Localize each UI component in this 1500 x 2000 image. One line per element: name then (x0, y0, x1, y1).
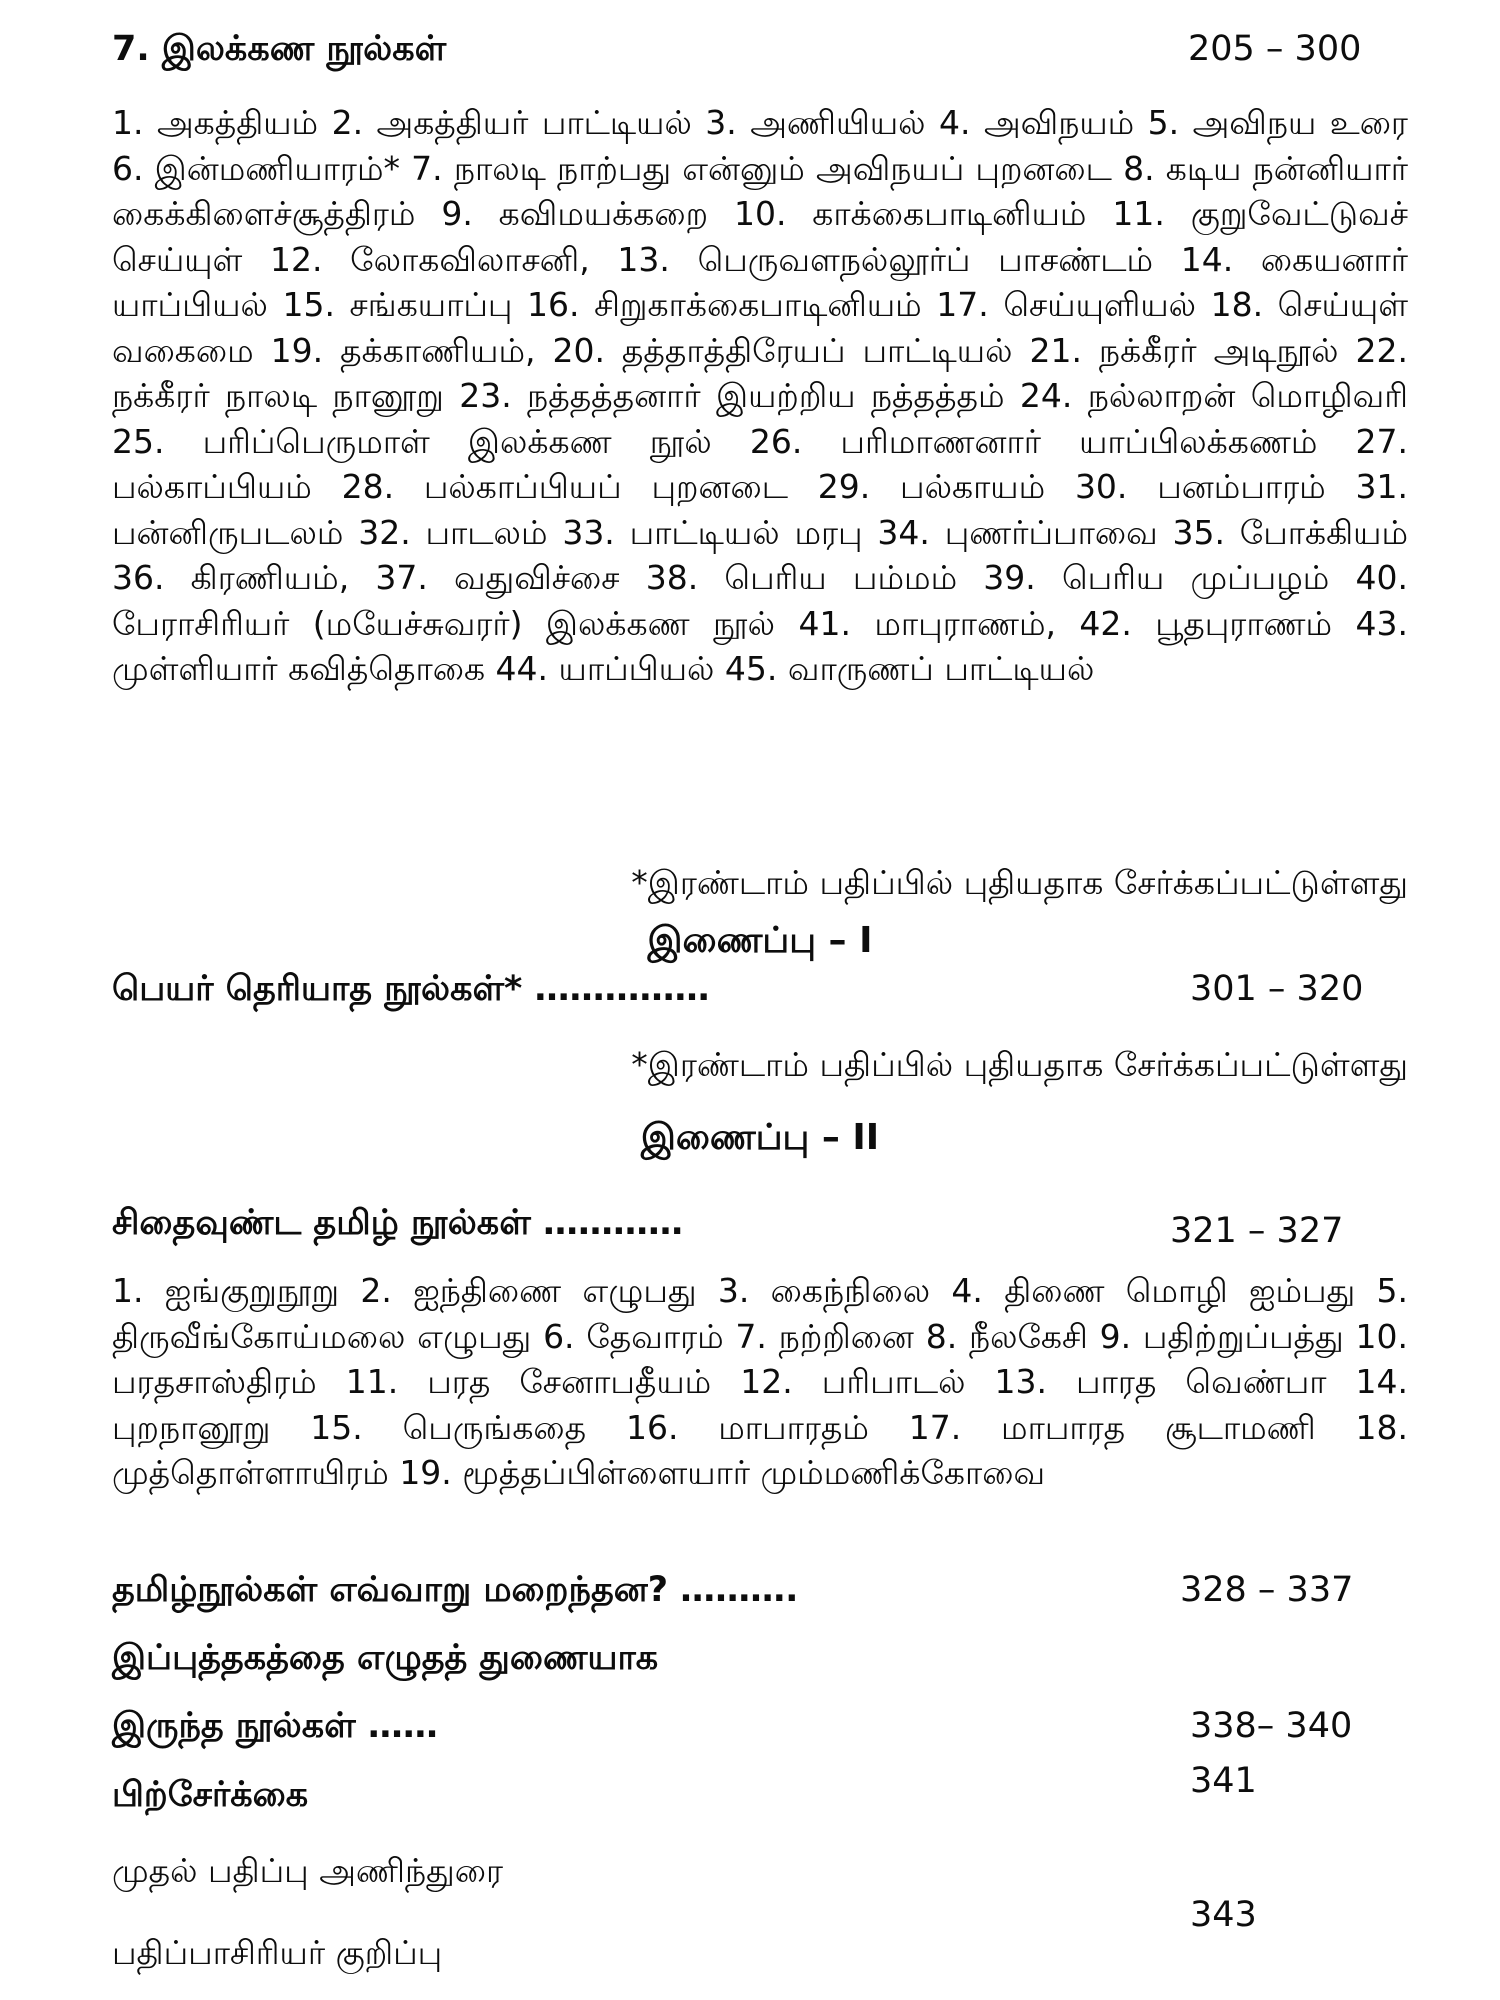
appendix-1-note: *இரண்டாம் பதிப்பில் புதியதாக சேர்க்கப்பட்டுள்ளது (631, 1045, 1408, 1084)
appendix-2-list-text: 1. ஐங்குறுநூறு 2. ஐந்திணை எழுபது 3. கைந்நிலை 4. திணை மொழி ஐம்பது 5. திருவீங்கோய்மலை எழுபது 6. தேவாரம் 7. நற்றினை 8. நீலகேசி 9. பதிற்றுப்பத்து 10. பரதசாஸ்திரம் 11. பரத சேனாபதீயம் 12. பரிபாடல் 13. பாரத வெண்பா 14. புறநானூறு 15. பெருங்கதை 16. மாபாரதம் 17. மாபாரத சூடாமணி 18. முத்தொள்ளாயிரம் 19. மூத்தப்பிள்ளையார் மும்மணிக்கோவை (112, 1271, 1408, 1492)
appendix-2-list (112, 1268, 1408, 1548)
appendix-2-heading: இணைப்பு – II (640, 1117, 880, 1158)
addendum-pages: 341 (1190, 1761, 1257, 1801)
section-7-pages: 205 – 300 (1188, 29, 1362, 69)
first-edition-preface: முதல் பதிப்பு அணிந்துரை (112, 1851, 504, 1890)
section-7-list (112, 100, 1408, 840)
appendix-1-title: பெயர் தெரியாத நூல்கள்* …………… (112, 969, 710, 1009)
appendix-2-title: சிதைவுண்ட தமிழ் நூல்கள் ………… (112, 1203, 683, 1243)
section-7-note: *இரண்டாம் பதிப்பில் புதியதாக சேர்க்கப்பட்டுள்ளது (631, 863, 1408, 902)
vanished-books-pages: 328 – 337 (1180, 1570, 1354, 1610)
editor-note-pages: 343 (1190, 1895, 1257, 1935)
section-7-heading: 7. இலக்கண நூல்கள் (112, 29, 447, 69)
appendix-2-pages: 321 – 327 (1170, 1211, 1344, 1251)
editor-note-title: பதிப்பாசிரியர் குறிப்பு (112, 1933, 443, 1972)
sources-pages: 338– 340 (1190, 1706, 1353, 1746)
section-7-list-text: 1. அகத்தியம் 2. அகத்தியர் பாட்டியல் 3. அணியியல் 4. அவிநயம் 5. அவிநய உரை 6. இன்மணியாரம்* 7. நாலடி நாற்பது என்னும் அவிநயப் புறனடை 8. கடிய நன்னியார் கைக்கிளைச்சூத்திரம் 9. கவிமயக்கறை 10. காக்கைபாடினியம் 11. குறுவேட்டுவச் செய்யுள் 12. லோகவிலாசனி, 13. பெருவளநல்லூர்ப் பாசண்டம் 14. கையனார் யாப்பியல் 15. சங்கயாப்பு 16. சிறுகாக்கைபாடினியம் 17. செய்யுளியல் 18. செய்யுள் வகைமை 19. தக்காணியம், 20. தத்தாத்திரேயப் பாட்டியல் 21. நக்கீரர் அடிநூல் 22. நக்கீரர் நாலடி நானூறு 23. நத்தத்தனார் இயற்றிய நத்தத்தம் 24. நல்லாறன் மொழிவரி 25. பரிப்பெருமாள் இலக்கண நூல் 26. பரிமாணனார் யாப்பிலக்கணம் 27. பல்காப்பியம் 28. பல்காப்பியப் புறனடை 29. பல்காயம் 30. பனம்பாரம் 31. பன்னிருபடலம் 32. பாடலம் 33. பாட்டியல் மரபு 34. புணர்ப்பாவை 35. போக்கியம் 36. கிரணியம், 37. வதுவிச்சை 38. பெரிய பம்மம் 39. பெரிய முப்பழம் 40. பேராசிரியர் (மயேச்சுவரர்) இலக்கண நூல் 41. மாபுராணம், 42. பூதபுராணம் 43. முள்ளியார் கவித்தொகை 44. யாப்பியல் 45. வாருணப் பாட்டியல் (112, 103, 1408, 688)
vanished-books-title: தமிழ்நூல்கள் எவ்வாறு மறைந்தன? ………. (112, 1570, 799, 1610)
addendum-title: பிற்சேர்க்கை (112, 1775, 309, 1815)
appendix-1-pages: 301 – 320 (1190, 969, 1364, 1009)
sources-title-line-1: இப்புத்தகத்தை எழுதத் துணையாக (112, 1638, 659, 1678)
appendix-1-heading: இணைப்பு – I (647, 920, 873, 961)
sources-title-line-2: இருந்த நூல்கள் …… (112, 1706, 438, 1746)
